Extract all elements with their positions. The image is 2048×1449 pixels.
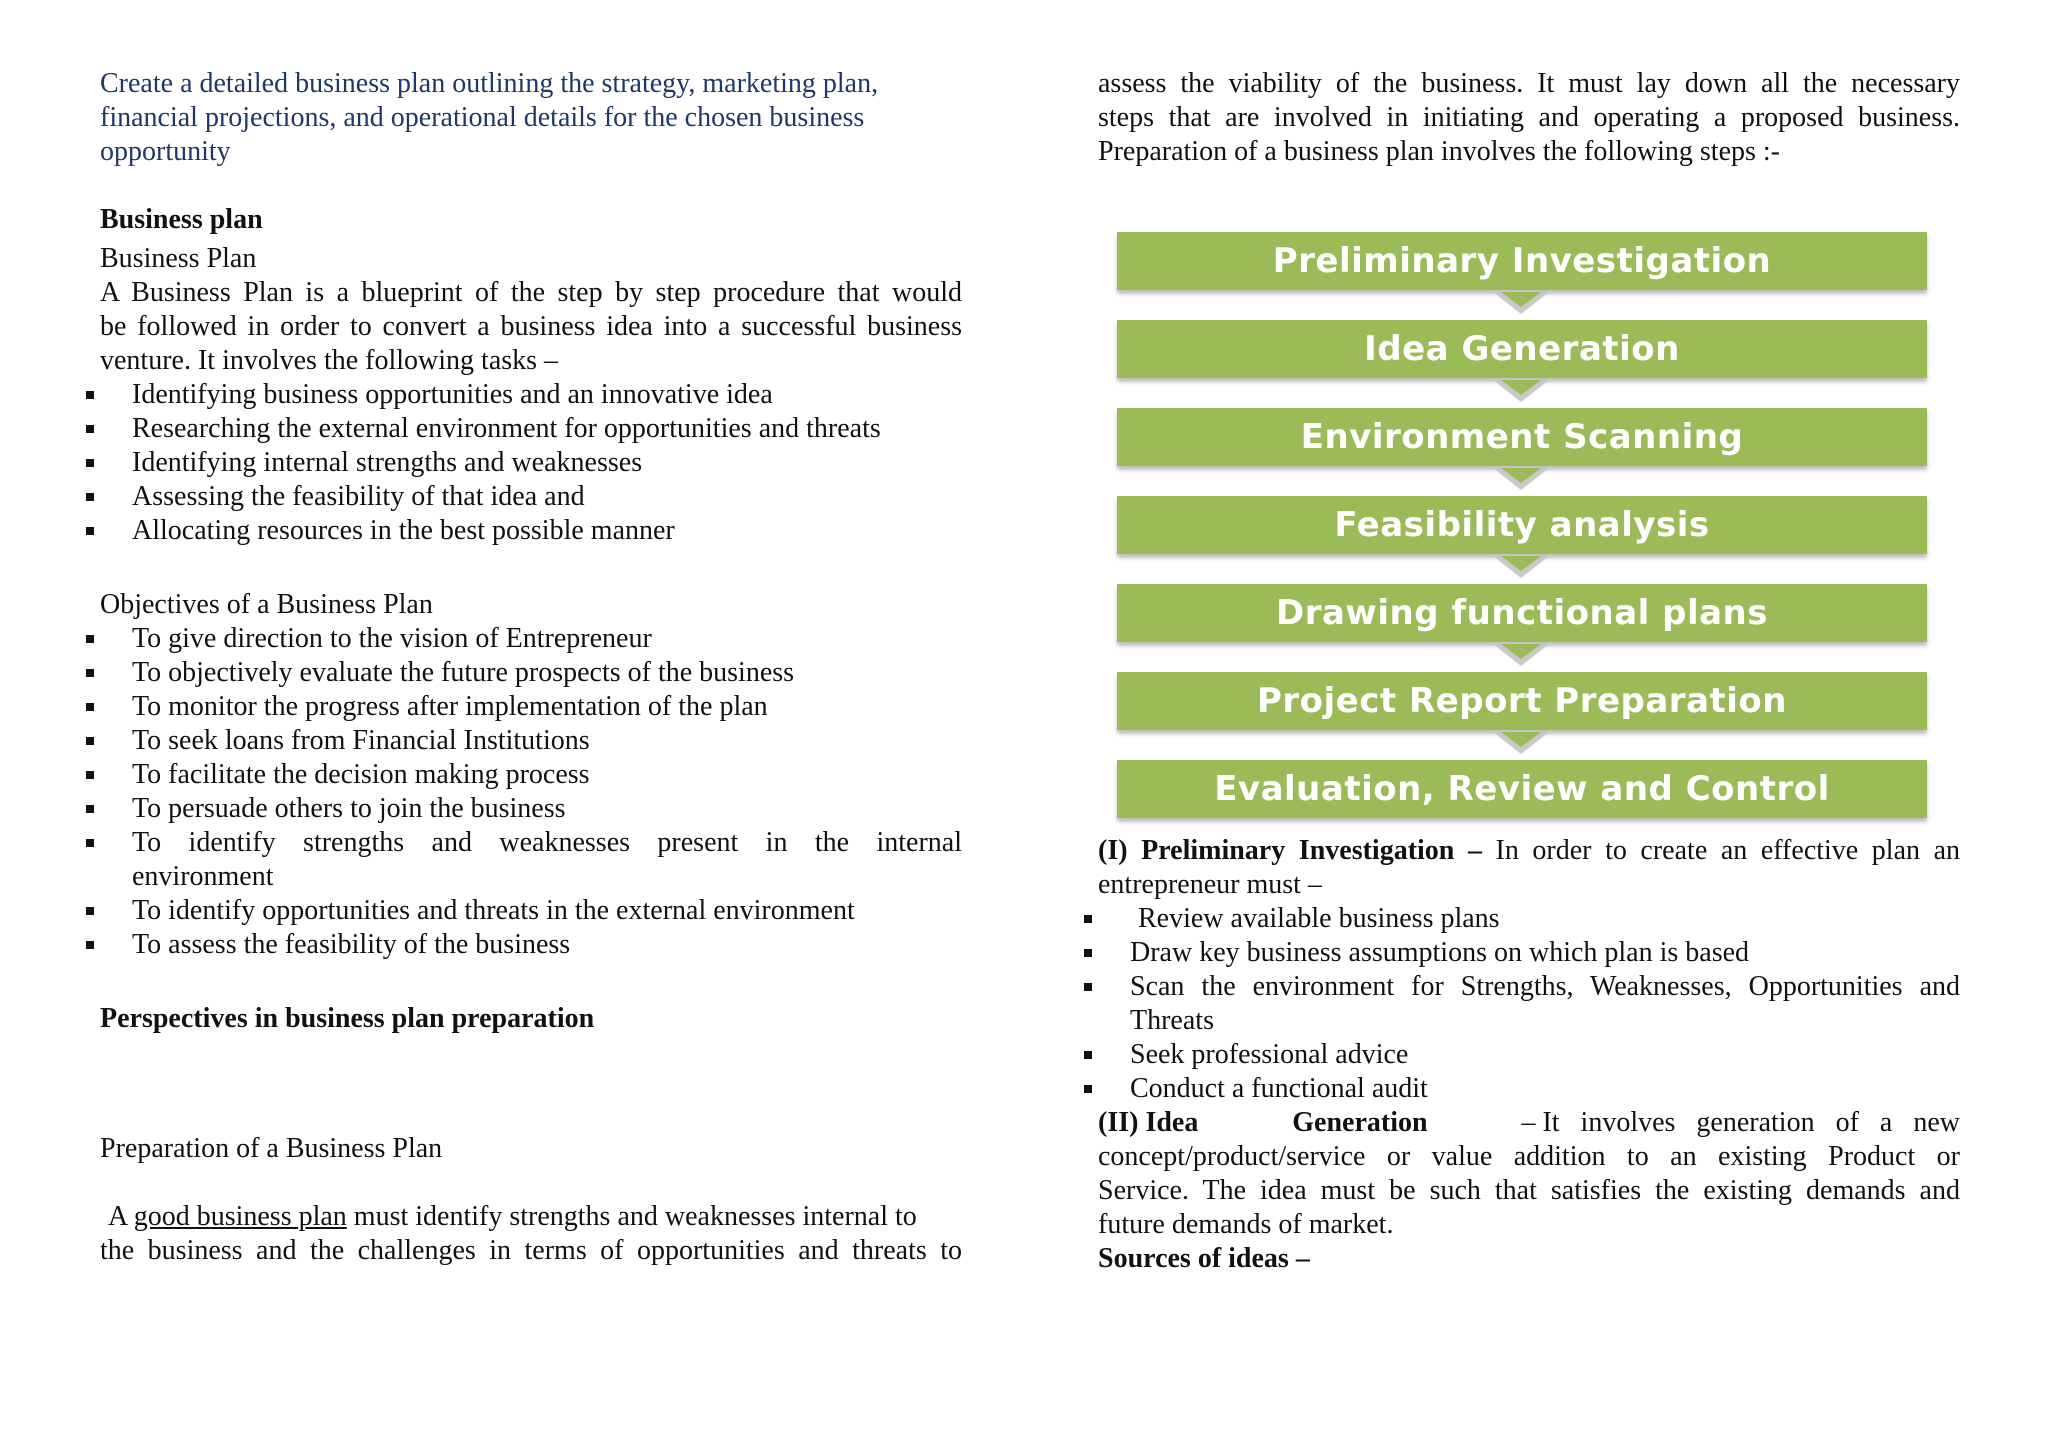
bullet-icon (86, 737, 94, 745)
step-environment-scanning: Environment Scanning (1117, 408, 1927, 466)
intro-line: opportunity (100, 136, 231, 167)
bullet-icon (86, 459, 94, 467)
subheading: Business Plan (100, 243, 257, 274)
bullet-icon (1084, 949, 1092, 957)
paragraph-line: the business and the challenges in terms of opportunities and threats to (100, 1235, 962, 1266)
objectives-title: Objectives of a Business Plan (100, 589, 433, 620)
bullet-icon (86, 907, 94, 915)
process-flowchart (1103, 220, 1939, 828)
paragraph-line: Service. The idea must be such that satisfies the existing demands and (1098, 1175, 1960, 1206)
paragraph-line: A good business plan must identify strengths and weaknesses internal to (108, 1201, 917, 1232)
intro-line: Create a detailed business plan outlining the strategy, marketing plan, (100, 68, 879, 99)
paragraph-line: steps that are involved in initiating and operating a proposed business. (1098, 102, 1960, 133)
paragraph-line: (II) Idea Generation – It involves generation of a new (1098, 1107, 1960, 1138)
preparation-title: Preparation of a Business Plan (100, 1133, 443, 1164)
bullet-icon (86, 527, 94, 535)
paragraph-line: Preparation of a business plan involves the following steps :- (1098, 136, 1780, 167)
bullet-icon (86, 805, 94, 813)
bullet-icon (86, 669, 94, 677)
good-business-plan-link[interactable]: good business plan (133, 1201, 347, 1232)
section-heading: Business plan (100, 204, 263, 235)
bullet-icon (1084, 1085, 1092, 1093)
bullet-icon (1084, 983, 1092, 991)
paragraph-line: concept/product/service or value addition to an existing Product or (1098, 1141, 1960, 1172)
section-heading: Perspectives in business plan preparation (100, 1003, 595, 1034)
step-evaluation-review-control: Evaluation, Review and Control (1117, 760, 1927, 818)
paragraph-line: assess the viability of the business. It must lay down all the necessary (1098, 68, 1960, 99)
bullet-icon (86, 703, 94, 711)
step-preliminary-investigation: Preliminary Investigation (1117, 232, 1927, 290)
paragraph-line: future demands of market. (1098, 1209, 1394, 1240)
bullet-icon (1084, 1051, 1092, 1059)
bullet-icon (86, 941, 94, 949)
bullet-icon (86, 771, 94, 779)
paragraph-line: venture. It involves the following tasks – (100, 345, 559, 376)
bullet-icon (86, 493, 94, 501)
sources-heading: Sources of ideas – (1098, 1243, 1310, 1274)
bullet-icon (86, 425, 94, 433)
bullet-icon (86, 839, 94, 847)
paragraph-line: A Business Plan is a blueprint of the step by step procedure that would (100, 277, 962, 308)
step-project-report-preparation: Project Report Preparation (1117, 672, 1927, 730)
bullet-icon (86, 391, 94, 399)
step-feasibility-analysis: Feasibility analysis (1117, 496, 1927, 554)
step-drawing-functional-plans: Drawing functional plans (1117, 584, 1927, 642)
paragraph-line: (I) Preliminary Investigation – In order to create an effective plan an (1098, 835, 1961, 866)
paragraph-line: be followed in order to convert a business idea into a successful business (100, 311, 962, 342)
bullet-icon (1084, 915, 1092, 923)
paragraph-line: entrepreneur must – (1098, 869, 1322, 900)
intro-line: financial projections, and operational details for the chosen business (100, 102, 865, 133)
bullet-icon (86, 635, 94, 643)
step-idea-generation: Idea Generation (1117, 320, 1927, 378)
